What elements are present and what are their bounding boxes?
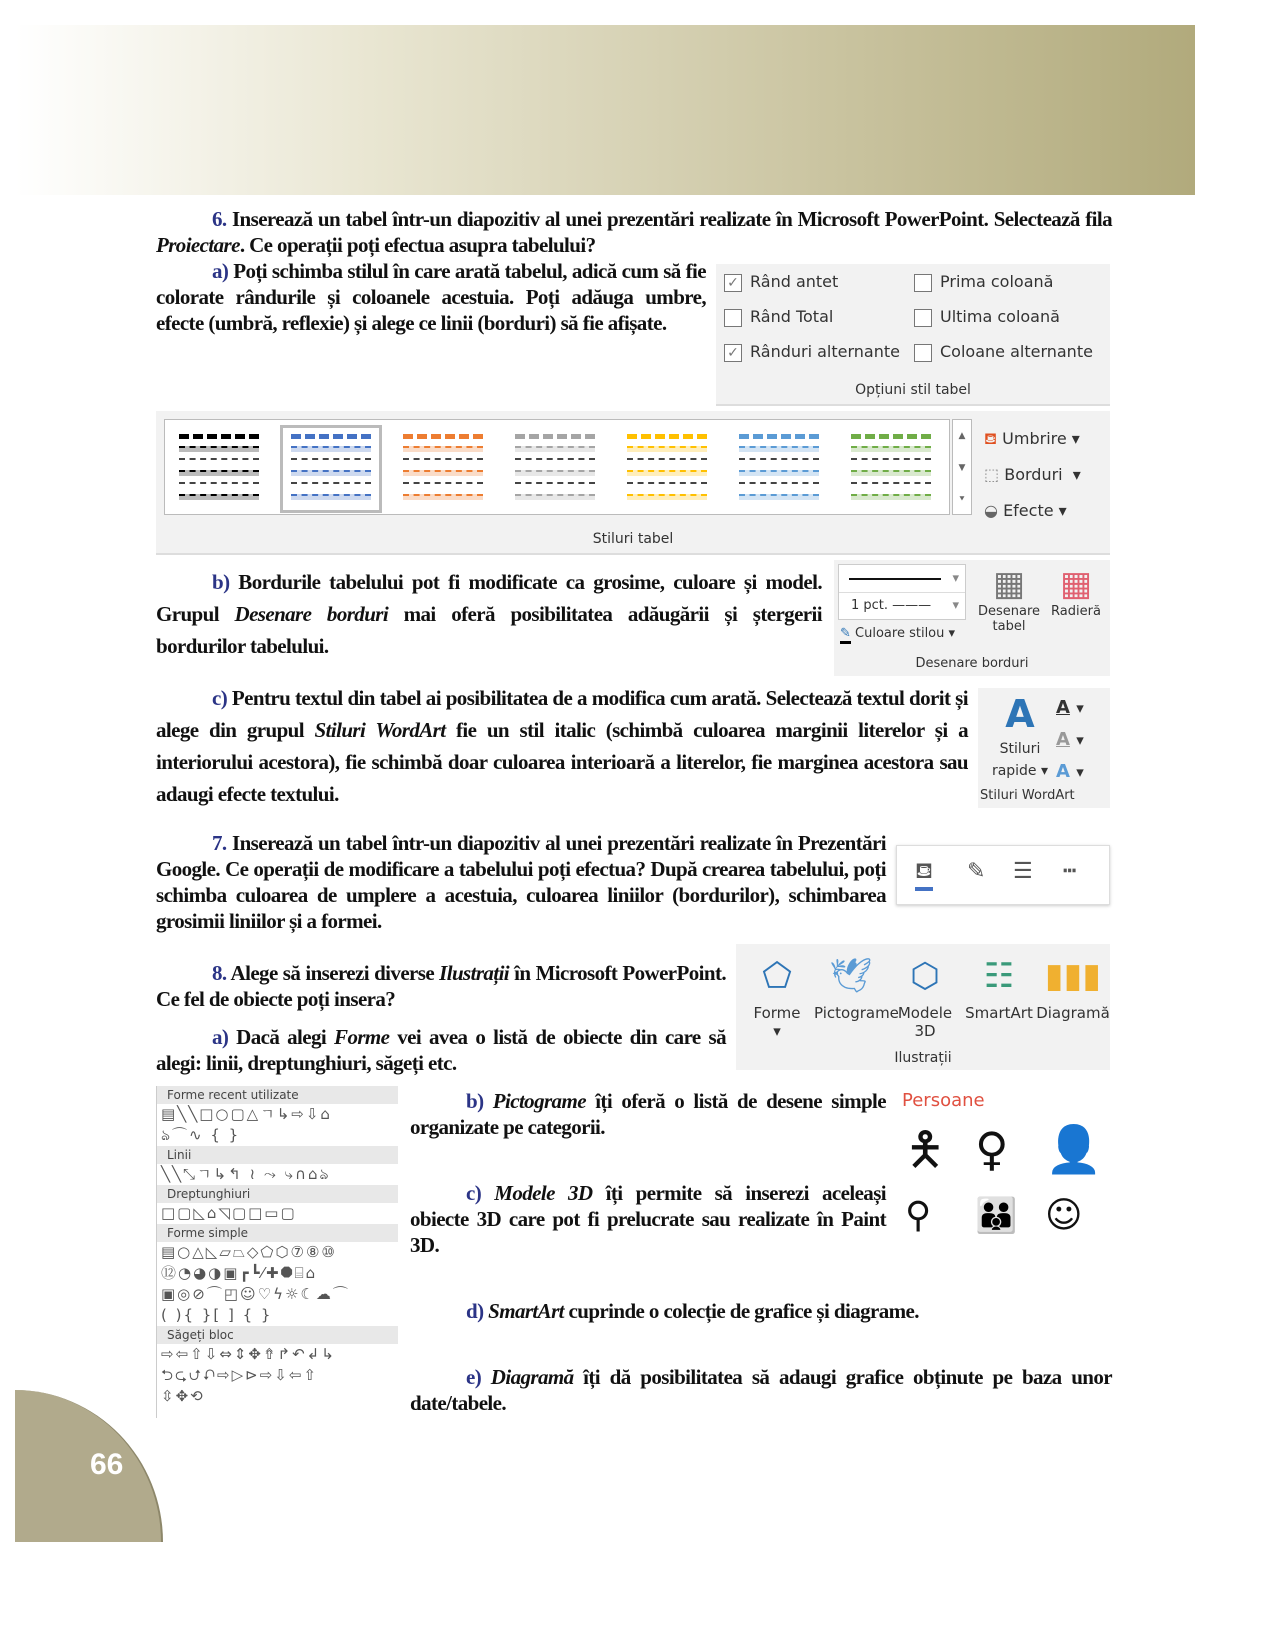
checkbox-option[interactable] xyxy=(914,342,1093,362)
group-label: Ilustrații xyxy=(894,1050,952,1066)
shapes-gallery xyxy=(156,1086,398,1418)
illustration-icon: 🕊 xyxy=(829,956,873,996)
illustration-label: Forme xyxy=(753,1004,801,1022)
checkbox[interactable]: ✓ xyxy=(724,274,742,292)
page-corner xyxy=(15,1390,163,1542)
page-number: 66 xyxy=(90,1448,124,1481)
shape-row[interactable]: ⇳✥⟲ xyxy=(161,1387,205,1405)
pen-weight-dropdown[interactable]: 1 pct. ——— ▾ xyxy=(851,598,959,613)
checkbox-label: Rânduri alternante xyxy=(750,342,900,361)
illustration-3[interactable] xyxy=(962,948,1036,1022)
icons-category: Persoane xyxy=(902,1090,985,1111)
shape-row[interactable]: ▤○△◺▱⏢◇⬠⬡⑦⑧⑩ xyxy=(161,1243,337,1261)
gallery-scroll[interactable]: ▲ ▼ ⯆ xyxy=(952,419,972,515)
ex6-b: b) Bordurile tabelului pot fi modificate ca grosime, culoare și model. Grupul Desenare borduri mai oferă posibilitatea adăugării și ștergerii bordurilor tabelului. xyxy=(156,570,822,658)
illustration-icon: ▮▮▮ xyxy=(1044,956,1102,996)
ex8-c: c) Modele 3D îți permite să inserezi aceleași obiecte 3D care pot fi prelucrate sau realizate în Paint 3D. xyxy=(410,1181,887,1257)
baby-icon[interactable]: ☺ xyxy=(1045,1195,1083,1236)
illustration-2[interactable] xyxy=(888,948,962,1040)
eraser-button[interactable]: ▦ Radieră xyxy=(1046,564,1106,619)
shape-row[interactable]: ঌ⌒∿ { } xyxy=(161,1126,241,1144)
group-label: Stiluri WordArt xyxy=(980,788,1075,803)
checkbox-label: Coloane alternante xyxy=(940,342,1093,361)
user-icon[interactable]: 👤 xyxy=(1045,1122,1103,1176)
table-style-thumbnail[interactable] xyxy=(395,428,491,510)
table-style-thumbnail[interactable] xyxy=(731,428,827,510)
google-table-toolbar xyxy=(896,845,1110,905)
ex8-b: b) Pictograme îți oferă o listă de desene simple organizate pe categorii. xyxy=(410,1089,886,1139)
shapes-section-header: Forme simple xyxy=(157,1224,398,1242)
shape-row[interactable]: ⮌⮎⮍⮏⇨▷⊳⇨⇩⇦⇧ xyxy=(161,1366,319,1384)
shapes-section-header: Dreptunghiuri xyxy=(157,1185,398,1203)
illustration-0[interactable]: ⬠ Forme ▾ xyxy=(740,948,814,1040)
table-style-thumbnail[interactable] xyxy=(843,428,939,510)
people-icons xyxy=(905,1118,1115,1247)
draw-table-button[interactable]: ▦ Desenare tabel xyxy=(977,564,1041,634)
shape-row[interactable]: □▢◺⌂◹▢□▭▢ xyxy=(161,1204,297,1222)
text-effects-button[interactable]: A ▾ xyxy=(1056,761,1084,782)
table-styles-group xyxy=(156,411,1110,555)
illustration-label: Modele 3D xyxy=(897,1004,953,1040)
header-band xyxy=(15,25,1195,195)
illustration-1[interactable] xyxy=(814,948,899,1022)
checkbox[interactable] xyxy=(914,344,932,362)
ex8-d: d) SmartArt cuprinde o colecție de grafice și diagrame. xyxy=(466,1299,919,1323)
eraser-icon: ▦ xyxy=(1059,564,1093,604)
family-icon[interactable]: 👪 xyxy=(975,1196,1018,1236)
fill-color-icon[interactable]: ⛾ xyxy=(915,858,933,891)
parent-child-icon[interactable]: ⚲ xyxy=(905,1195,932,1236)
shape-row[interactable]: ▣◎⊘⌒◰☺♡ϟ☼☾☁⌒ xyxy=(161,1285,350,1303)
paint-bucket-icon: ⛾ xyxy=(984,429,998,448)
illustration-label: SmartArt xyxy=(965,1004,1033,1022)
wordart-group xyxy=(978,688,1110,808)
borders-icon: ⬚ xyxy=(984,465,1000,484)
group-label: Desenare borduri xyxy=(915,656,1029,671)
shape-row[interactable]: ▤╲╲□○▢△ㄱ↳⇨⇩⌂ xyxy=(161,1105,332,1123)
checkbox[interactable] xyxy=(914,309,932,327)
checkbox-label: Ultima coloană xyxy=(940,307,1060,326)
illustration-icon: ⬠ xyxy=(762,956,792,996)
shapes-section-header: Forme recent utilizate xyxy=(157,1086,398,1104)
border-dash-icon[interactable]: ┅ xyxy=(1063,858,1075,883)
illustration-label: Diagramă xyxy=(1036,1004,1110,1022)
illustration-icon: ⬡ xyxy=(910,956,940,996)
man-icon[interactable]: 🯅 xyxy=(905,1122,946,1176)
illustration-icon: ☷ xyxy=(983,956,1015,996)
illustration-4[interactable] xyxy=(1036,948,1110,1022)
table-style-thumbnail[interactable] xyxy=(619,428,715,510)
ex6-a: a) Poți schimba stilul în care arată tabelul, adică cum să fie colorate rândurile și coloanele acestuia. Poți adăuga umbre, efecte (umbră, reflexie) și alege ce linii (borduri) să fie afișate. xyxy=(156,259,706,335)
table-style-thumbnail[interactable] xyxy=(283,428,379,510)
quick-styles-button[interactable]: A Stiluri rapide ▾ xyxy=(982,690,1058,782)
text-outline-button[interactable]: A ▾ xyxy=(1056,729,1084,750)
shape-row[interactable]: ( ){ }[ ] { } xyxy=(161,1306,273,1324)
table-styles-gallery[interactable] xyxy=(164,419,950,515)
shape-row[interactable]: ╲╲⤡ㄱ↳↰ ≀ ⤳ ⤷∩⌂ঌ xyxy=(161,1165,331,1183)
checkbox-option[interactable] xyxy=(724,307,833,327)
ex8-intro: 8. Alege să inserezi diverse Ilustrații în Microsoft PowerPoint. Ce fel de obiecte poți insera? xyxy=(156,961,727,1011)
checkbox-option[interactable] xyxy=(724,272,838,292)
umbrire-button[interactable]: ⛾ Umbrire ▾ xyxy=(984,429,1080,448)
efecte-button[interactable]: ◒ Efecte ▾ xyxy=(984,501,1067,520)
table-style-options xyxy=(716,264,1110,406)
border-color-icon[interactable]: ✎ xyxy=(967,858,986,883)
text-fill-button[interactable]: A ▾ xyxy=(1056,697,1084,718)
checkbox-option[interactable] xyxy=(914,272,1053,292)
ex8-e: e) Diagramă îți dă posibilitatea să adaugi grafice obținute pe baza unor date/tabele. xyxy=(410,1365,1112,1415)
illustration-label: Pictograme xyxy=(814,1004,899,1022)
table-style-thumbnail[interactable] xyxy=(507,428,603,510)
borduri-button[interactable]: ⬚ Borduri ▾ xyxy=(984,465,1081,484)
checkbox-label: Rând Total xyxy=(750,307,834,326)
wordart-a-icon: A xyxy=(1005,692,1035,736)
illustrations-group xyxy=(736,944,1110,1070)
ex6-intro: 6. Inserează un tabel într-un diapozitiv al unei prezentări realizate în Microsoft PowerPoint. Selectează fila Proiectare. Ce operații poți efectua asupra tabelului? xyxy=(156,207,1112,257)
ex7-text: 7. Inserează un tabel într-un diapozitiv al unei prezentări realizate în Prezentări Google. Ce operații de modificare a tabelului poți efectua? După crearea tabelului, poți schimba culoarea de umplere a acestuia, culoarea liniilor (bordurilor), schimbarea grosimii liniilor și a formei. xyxy=(156,831,886,933)
shapes-section-header: Săgeți bloc xyxy=(157,1326,398,1344)
pen-icon: ✎ xyxy=(840,626,851,644)
border-weight-icon[interactable]: ☰ xyxy=(1013,858,1033,883)
checkbox[interactable]: ✓ xyxy=(724,344,742,362)
ex6-c: c) Pentru textul din tabel ai posibilitatea de a modifica cum arată. Selectează textul dorit și alege din grupul Stiluri WordArt fie un stil italic (schimbă culoarea marginii literelor și a interiorului acestora), fie schimbă doar culoarea interioară a literelor, fie marginea acestora sau adaugi efecte textului. xyxy=(156,686,969,806)
draw-borders-group xyxy=(834,560,1110,676)
checkbox[interactable] xyxy=(914,274,932,292)
group-label: Stiluri tabel xyxy=(592,531,674,547)
checkbox-label: Rând antet xyxy=(750,272,839,291)
checkbox-option[interactable] xyxy=(914,307,1060,327)
pen-style-dropdown[interactable]: ▾ xyxy=(839,565,965,593)
pen-color-button[interactable]: ✎ Culoare stilou ▾ xyxy=(840,626,955,641)
ex8-a: a) Dacă alegi Forme vei avea o listă de obiecte din care să alegi: linii, dreptunghiuri, săgeți etc. xyxy=(156,1025,727,1075)
table-style-thumbnail[interactable] xyxy=(171,428,267,510)
group-label: Opțiuni stil tabel xyxy=(855,382,971,398)
effects-icon: ◒ xyxy=(984,501,998,520)
shape-row[interactable]: ⇨⇦⇧⇩⇔⇕✥⇮↱↶↲↳ xyxy=(161,1345,336,1363)
draw-table-icon: ▦ xyxy=(992,564,1026,604)
checkbox[interactable] xyxy=(724,309,742,327)
checkbox-label: Prima coloană xyxy=(940,272,1054,291)
shape-row[interactable]: ⑫◔◕◑▣┏┗⁄✚⯃⌸⌂ xyxy=(161,1264,318,1282)
shapes-section-header: Linii xyxy=(157,1146,398,1164)
woman-icon[interactable]: ♀ xyxy=(975,1122,1009,1176)
checkbox-option[interactable] xyxy=(724,342,900,362)
